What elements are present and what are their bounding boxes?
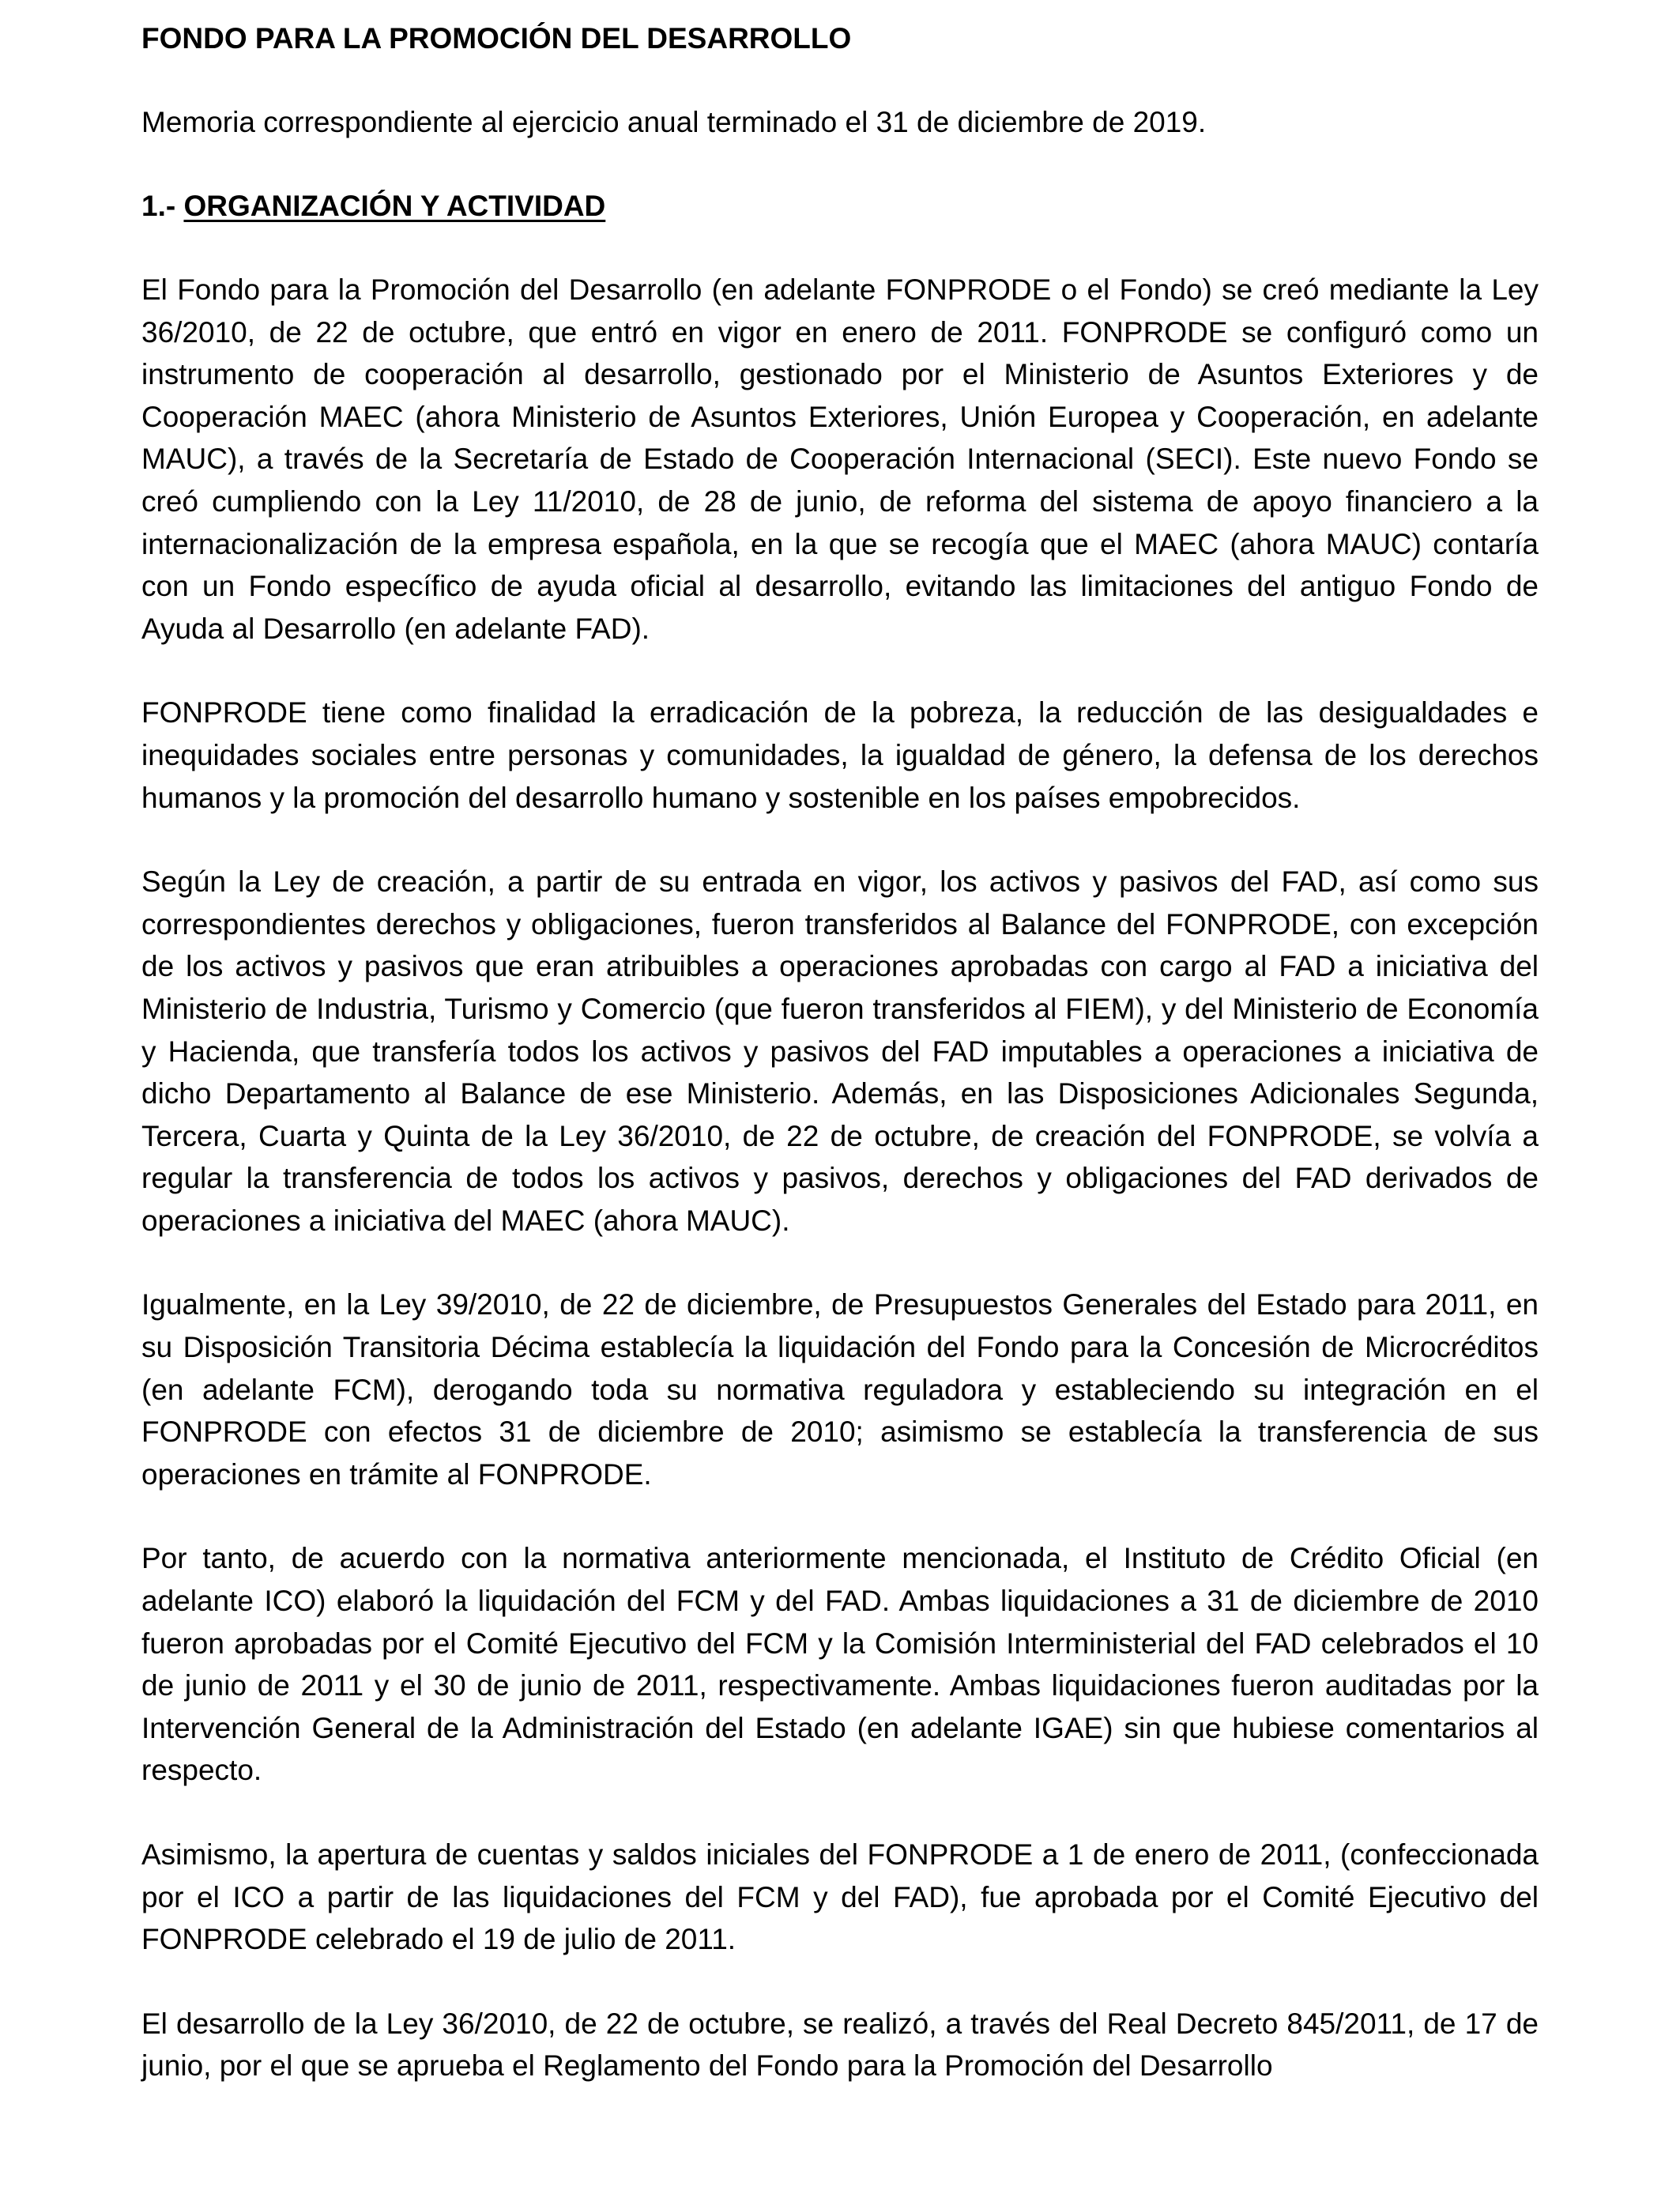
document-title: FONDO PARA LA PROMOCIÓN DEL DESARROLLO — [141, 22, 852, 55]
section-heading — [141, 185, 1539, 227]
section-number: 1.- — [141, 190, 176, 222]
document-page — [141, 17, 1539, 2087]
paragraph-purpose: FONPRODE tiene como finalidad la erradicación de la pobreza, la reducción de las desigualdades e inequidades sociales entre personas y comunidades, la igualdad de género, la defensa de los derechos humanos y la promoción del desarrollo humano y sostenible en los países empobrecidos. — [141, 696, 1539, 814]
document-subtitle: Memoria correspondiente al ejercicio anual terminado el 31 de diciembre de 2019. — [141, 106, 1207, 138]
section-title: ORGANIZACIÓN Y ACTIVIDAD — [183, 190, 606, 222]
paragraph-opening-balances: Asimismo, la apertura de cuentas y saldos iniciales del FONPRODE a 1 de enero de 2011, (confeccionada por el ICO a partir de las liquidaciones del FCM y del FAD), fue aprobada por el Comité Ejecutivo del FONPRODE celebrado el 19 de julio de 2011. — [141, 1838, 1539, 1956]
paragraph-ico-liquidation: Por tanto, de acuerdo con la normativa anteriormente mencionada, el Instituto de Crédito Oficial (en adelante ICO) elaboró la liquidación del FCM y del FAD. Ambas liquidaciones a 31 de diciembre de 2010 fueron aprobadas por el Comité Ejecutivo del FCM y la Comisión Interministerial del FAD celebrados el 10 de junio de 2011 y el 30 de junio de 2011, respectivamente. Ambas liquidaciones fueron auditadas por la Intervención General de la Administración del Estado (en adelante IGAE) sin que hubiese comentarios al respecto. — [141, 1542, 1539, 1787]
paragraph-fcm-liquidation: Igualmente, en la Ley 39/2010, de 22 de diciembre, de Presupuestos Generales del Estado para 2011, en su Disposición Transitoria Décima establecía la liquidación del Fondo para la Concesión de Microcréditos (en adelante FCM), derogando toda su normativa reguladora y estableciendo su integración en el FONPRODE con efectos 31 de diciembre de 2010; asimismo se establecía la transferencia de sus operaciones en trámite al FONPRODE. — [141, 1288, 1539, 1491]
paragraph-royal-decree: El desarrollo de la Ley 36/2010, de 22 de octubre, se realizó, a través del Real Decreto 845/2011, de 17 de junio, por el que se aprueba el Reglamento del Fondo para la Promoción del Desarrollo — [141, 2007, 1539, 2083]
paragraph-creation: El Fondo para la Promoción del Desarrollo (en adelante FONPRODE o el Fondo) se creó mediante la Ley 36/2010, de 22 de octubre, que entró en vigor en enero de 2011. FONPRODE se configuró como un instrumento de cooperación al desarrollo, gestionado por el Ministerio de Asuntos Exteriores y de Cooperación MAEC (ahora Ministerio de Asuntos Exteriores, Unión Europea y Cooperación, en adelante MAUC), a través de la Secretaría de Estado de Cooperación Internacional (SECI). Este nuevo Fondo se creó cumpliendo con la Ley 11/2010, de 28 de junio, de reforma del sistema de apoyo financiero a la internacionalización de la empresa española, en la que se recogía que el MAEC (ahora MAUC) contaría con un Fondo específico de ayuda oficial al desarrollo, evitando las limitaciones del antiguo Fondo de Ayuda al Desarrollo (en adelante FAD). — [141, 273, 1539, 645]
paragraph-fad-transfer: Según la Ley de creación, a partir de su entrada en vigor, los activos y pasivos del FAD, así como sus correspondientes derechos y obligaciones, fueron transferidos al Balance del FONPRODE, con excepción de los activos y pasivos que eran atribuibles a operaciones aprobadas con cargo al FAD a iniciativa del Ministerio de Industria, Turismo y Comercio (que fueron transferidos al FIEM), y del Ministerio de Economía y Hacienda, que transfería todos los activos y pasivos del FAD imputables a operaciones a iniciativa de dicho Departamento al Balance de ese Ministerio. Además, en las Disposiciones Adicionales Segunda, Tercera, Cuarta y Quinta de la Ley 36/2010, de 22 de octubre, de creación del FONPRODE, se volvía a regular la transferencia de todos los activos y pasivos, derechos y obligaciones del FAD derivados de operaciones a iniciativa del MAEC (ahora MAUC). — [141, 865, 1539, 1237]
